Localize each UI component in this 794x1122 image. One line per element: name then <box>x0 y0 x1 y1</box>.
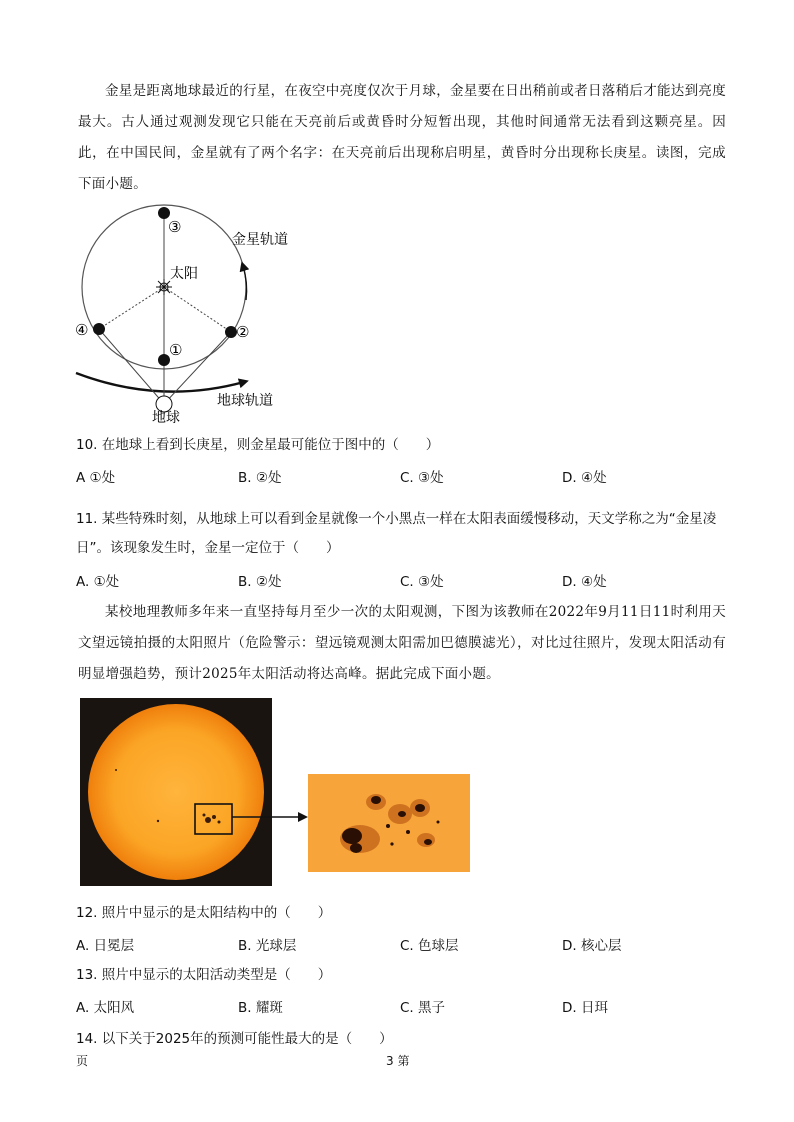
q12-option-d[interactable]: D. 核心层 <box>562 938 622 954</box>
passage-venus: 金星是距离地球最近的行星，在夜空中亮度仅次于月球，金星要在日出稍前或者日落稍后才能达到亮度最大。古人通过观测发现它只能在天亮前后或黄昏时分短暂出现，其他时间通常无法看到这颗亮星。因此，在中国民间，金星就有了两个名字：在天亮前后出现称启明星，黄昏时分出现称长庚星。读图，完成下面小题。 <box>78 83 726 192</box>
tangent-line-left <box>99 329 164 404</box>
question-14: 14. 以下关于2025年的预测可能性最大的是（ ） <box>76 1031 393 1047</box>
venus-position-4 <box>93 323 105 335</box>
question-11-options <box>76 570 726 590</box>
dotted-line-right <box>164 287 231 332</box>
q12-option-a[interactable]: A. 日冕层 <box>76 938 135 954</box>
q10-option-c[interactable]: C. ③处 <box>400 470 444 486</box>
question-12-options <box>76 934 726 954</box>
pos4-label: ④ <box>75 321 89 339</box>
q10-option-d[interactable]: D. ④处 <box>562 470 607 486</box>
q10-option-a[interactable]: A ①处 <box>76 470 116 486</box>
earth-label: 地球 <box>152 410 180 426</box>
question-10: 10. 在地球上看到长庚星，则金星最可能位于图中的（ ） <box>76 437 440 453</box>
q13-option-b[interactable]: B. 耀斑 <box>238 1000 283 1016</box>
q12-option-b[interactable]: B. 光球层 <box>238 938 297 954</box>
question-13: 13. 照片中显示的太阳活动类型是（ ） <box>76 967 332 983</box>
question-11: 11. 某些特殊时刻，从地球上可以看到金星就像一个小黑点一样在太阳表面缓慢移动，天文学称之为“金星凌日”。该现象发生时，金星一定位于（ ） <box>76 511 717 556</box>
footer-page-number: 3 第 <box>386 1054 410 1068</box>
question-10-options <box>76 466 726 486</box>
earth-orbit-arc <box>76 373 244 392</box>
pos3-label: ③ <box>168 218 182 236</box>
q13-option-a[interactable]: A. 太阳风 <box>76 1000 135 1016</box>
pos2-label: ② <box>236 323 250 341</box>
question-12: 12. 照片中显示的是太阳结构中的（ ） <box>76 905 332 921</box>
sun-disk <box>88 704 264 880</box>
q11-option-d[interactable]: D. ④处 <box>562 574 607 590</box>
dotted-line-left <box>99 287 164 329</box>
q11-option-b[interactable]: B. ②处 <box>238 574 282 590</box>
passage-sun-observation: 某校地理教师多年来一直坚持每月至少一次的太阳观测，下图为该教师在2022年9月11日11时利用天文望远镜拍摄的太阳照片（危险警示：望远镜观测太阳需加巴德膜滤光），对比过往照片，发现太阳活动有明显增强趋势，预计2025年太阳活动将达高峰。据此完成下面小题。 <box>78 604 726 682</box>
venus-orbit-arrow <box>243 266 247 300</box>
venus-orbit-diagram <box>70 200 320 428</box>
zoom-arrow <box>232 810 310 824</box>
sun-label: 太阳 <box>170 266 198 282</box>
sun-photo <box>80 698 272 886</box>
venus-orbit-label: 金星轨道 <box>232 232 288 248</box>
q13-option-c[interactable]: C. 黑子 <box>400 1000 446 1016</box>
q11-option-a[interactable]: A. ①处 <box>76 574 120 590</box>
q12-option-c[interactable]: C. 色球层 <box>400 938 459 954</box>
q11-option-c[interactable]: C. ③处 <box>400 574 444 590</box>
footer-left: 页 <box>76 1054 89 1068</box>
earth-orbit-label: 地球轨道 <box>217 393 273 409</box>
pos1-label: ① <box>169 341 183 359</box>
q10-option-b[interactable]: B. ②处 <box>238 470 282 486</box>
sunspot-zoom-photo <box>308 774 470 872</box>
question-13-options <box>76 996 726 1016</box>
q13-option-d[interactable]: D. 日珥 <box>562 1000 608 1016</box>
